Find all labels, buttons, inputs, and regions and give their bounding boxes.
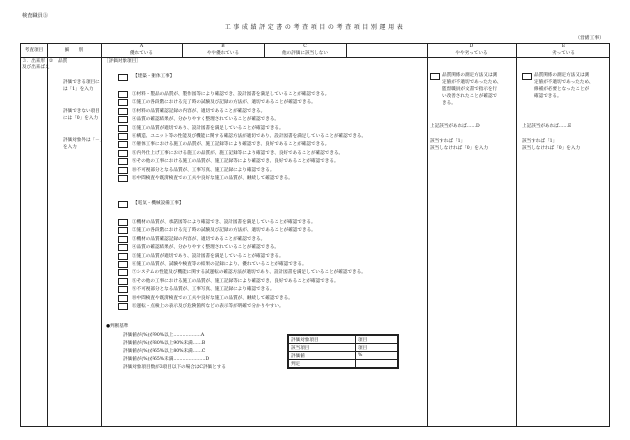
building-item-label: ⑪中間検査や既済検査での工夫や良好な施工の品質が、継続して確認できる。 — [132, 176, 293, 181]
electrical-item-input-box[interactable] — [118, 269, 128, 276]
grade-e-input-box[interactable] — [522, 73, 532, 80]
building-item-input-box[interactable] — [118, 91, 128, 98]
electrical-item-input-box[interactable] — [118, 253, 128, 260]
grade-c-letter: C — [303, 44, 307, 49]
building-title: 【建築・躯体工事】 — [133, 74, 175, 79]
building-item-input-box[interactable] — [118, 116, 128, 123]
col-divider — [346, 44, 347, 57]
grade-e-text: 修補が必要となったことが — [534, 87, 590, 92]
electrical-item-input-box[interactable] — [118, 219, 128, 226]
building-item-input-box[interactable] — [118, 167, 128, 174]
grade-e-rule: 上記該当があれば……E — [522, 124, 572, 129]
criteria-label: 判定 — [289, 360, 356, 368]
grade-e-input-1: 該当すれば「1」 — [522, 139, 558, 144]
electrical-item-label: ⑪運転・点検上の表示及び危険箇所などの表示等が明確で分かりやすい。 — [132, 304, 284, 309]
note-eval-1: 評価できる項目に — [63, 80, 100, 85]
judgement-line: 評価値が(%)が65%未満…………………D — [123, 357, 210, 362]
electrical-title: 【電気・機械設備工事】 — [133, 201, 184, 206]
electrical-item-label: ④品質の確認結果が、分かりやすく整理されていることが確認できる。 — [132, 245, 280, 251]
work-category: （営繕工事） — [575, 36, 604, 41]
header-subitem: 細 別 — [64, 48, 84, 53]
criteria-value[interactable] — [356, 360, 398, 368]
electrical-item-input-box[interactable] — [118, 244, 128, 251]
criteria-label: 評価値 — [289, 352, 356, 360]
note-noeval-1: 評価できない項目 — [63, 109, 100, 114]
electrical-item-input-box[interactable] — [118, 295, 128, 302]
building-item-label: ⑩不可視部分となる品質が、工事写真、施工記録により確認できる。 — [132, 167, 275, 173]
header-divider — [21, 57, 609, 58]
grade-d-input-2: 該当しなければ「0」を入力 — [430, 146, 489, 151]
note-na-1: 評価対象外は「－」 — [63, 138, 105, 143]
electrical-item-input-box[interactable] — [118, 278, 128, 285]
building-item-input-box[interactable] — [118, 141, 128, 148]
section-header: ［評価対象項目］ — [104, 59, 141, 64]
building-item-input-box[interactable] — [118, 133, 128, 140]
grade-c-desc: 他の評価に該当しない — [282, 51, 328, 56]
judgement-line: 評価値が(%)が80%以上90%未満……B — [123, 341, 206, 346]
electrical-item-input-box[interactable] — [118, 261, 128, 268]
building-item-label: ④品質の確認結果が、分かりやすく整理されていることが確認できる。 — [132, 117, 280, 123]
building-item-input-box[interactable] — [118, 125, 128, 132]
grade-e-letter: E — [561, 44, 566, 49]
grade-b-letter: B — [221, 44, 225, 49]
building-item-label: ③材料の品質確認記録の内容が、適切であることが確認できる。 — [132, 108, 266, 114]
electrical-item-input-box[interactable] — [118, 236, 128, 243]
col-divider — [516, 44, 517, 426]
grade-d-letter: D — [469, 44, 474, 49]
note-noeval-2: には「0」を入力 — [63, 116, 99, 121]
electrical-item-label: ①機材の品質が、承諾図等により確認でき、設計図書を満足していることが確認できる。 — [132, 220, 316, 225]
building-item-label: ⑧内外仕上げ工事における施工の品質が、施工記録等により確認でき、良好であることが確認できる。 — [132, 150, 344, 156]
grade-d-text: 監督職員が文書で指示を行 — [442, 87, 498, 92]
electrical-input-box[interactable] — [118, 201, 128, 208]
electrical-item-label: ③機材の品質確認記録の内容が、適切であることが確認できる。 — [132, 236, 266, 242]
electrical-item-input-box[interactable] — [118, 303, 128, 310]
building-item-label: ⑦躯体工事における施工の品質が、施工記録等により確認でき、良好であることが確認できる。 — [132, 142, 330, 148]
electrical-item-label: ⑩中間検査や既済検査での工夫や良好な施工の品質が、継続して確認できる。 — [132, 295, 293, 301]
building-item-label: ①材料・製品の品質が、製作図等により確認でき、設計図書を満足していることが確認できる。 — [132, 92, 330, 97]
judgement-line: 評価値が(%)が90%以上………………A — [123, 333, 205, 338]
grade-b-desc: やや優れている — [206, 51, 240, 56]
grade-a-letter: A — [139, 44, 144, 49]
building-item-input-box[interactable] — [118, 108, 128, 115]
note-na-2: を入力 — [63, 145, 77, 150]
grade-d-text: きる。 — [442, 101, 456, 106]
judgement-line: 評価対象項目数が3項目以下の場合はC評価とする — [123, 365, 226, 370]
page-title: 工事成績評定書の考査項目の考査項目別運用表 — [224, 24, 406, 31]
criteria-label: 該当項目 — [289, 344, 356, 352]
grade-e-input-2: 該当しなければ「0」を入力 — [522, 146, 581, 151]
electrical-item-label: ⑧その他の工事における施工の品質が、施工記録等により確認でき、良好であることが確認できる。 — [132, 278, 339, 284]
col-divider — [47, 44, 48, 426]
col-divider — [427, 44, 428, 426]
building-item-input-box[interactable] — [118, 175, 128, 182]
criteria-value[interactable]: 項目 — [356, 344, 398, 352]
grade-d-text: い改善されたことが確認で — [442, 94, 498, 99]
grade-a-desc: 優れている — [130, 51, 153, 56]
criteria-table — [287, 334, 399, 369]
building-item-label: ⑥構造、ユニット等の性能及び機能に関する確認方法が適切であり、設計図書を満足していることが確認できる。 — [132, 134, 367, 139]
grade-d-desc: やや劣っている — [455, 51, 488, 56]
grade-e-text: 定値が不適切であったため、 — [534, 80, 594, 85]
subitem-name: 品質 — [58, 59, 68, 64]
header-note: 検査職員③ — [22, 13, 48, 19]
header-item: 考査項目 — [24, 48, 44, 53]
building-item-label: ⑨その他の工事における施工の品質が、施工記録等により確認でき、良好であることが確認できる。 — [132, 159, 339, 165]
note-eval-2: は「1」を入力 — [63, 87, 94, 92]
grade-d-rule: 上記該当があれば……D — [430, 124, 480, 129]
col-divider — [101, 44, 102, 426]
grade-d-text: 定値が不適切であったため、 — [442, 80, 502, 85]
grade-e-desc: 劣っている — [552, 51, 575, 56]
electrical-item-label: ⑥施工の品質が、試験や検査等の結果の記録により、優れていることが確認できる。 — [132, 262, 307, 267]
item-label-1: ３．出来形 — [22, 59, 45, 64]
electrical-item-label: ⑦システムの性能及び機能に関する試運転の確認方法が適切であり、設計図書を満足していることが確認できる。 — [132, 270, 366, 276]
judgement-line: 評価値が(%)が65%以上80%未満……C — [123, 349, 206, 354]
grade-d-input-1: 該当すれば「1」 — [430, 139, 466, 144]
building-item-input-box[interactable] — [118, 158, 128, 165]
grade-e-text: 確認できる。 — [534, 94, 562, 99]
criteria-label: 評価対象項目 — [289, 336, 356, 344]
judgement-title: ●判断基準 — [106, 324, 129, 329]
building-item-input-box[interactable] — [118, 99, 128, 106]
electrical-item-label: ⑨不可視部分となる品質が、工事写真、施工記録により確認できる。 — [132, 287, 275, 293]
building-item-input-box[interactable] — [118, 150, 128, 157]
electrical-item-input-box[interactable] — [118, 227, 128, 234]
item-label-2: 及び出来ばえ — [22, 65, 50, 70]
electrical-item-input-box[interactable] — [118, 286, 128, 293]
grade-d-input-box[interactable] — [430, 73, 440, 80]
electrical-item-label: ②施工の各段階における完了時の試験及び記録の方法が、適切であることが確認できる。 — [132, 228, 316, 234]
grade-e-text: 品質関係の測定方法又は測 — [534, 73, 590, 78]
electrical-item-label: ⑤施工の品質が適切であり、設計図書を満足していることが確認できる。 — [132, 253, 284, 259]
building-item-label: ②施工の各段階における完了時の試験及び記録の方法が、適切であることが確認できる。 — [132, 100, 316, 106]
grade-d-text: 品質関係の測定方法又は測 — [442, 73, 498, 78]
subitem-number: ② — [49, 59, 54, 64]
building-input-box[interactable] — [118, 74, 128, 81]
criteria-value[interactable]: 項目 — [356, 336, 398, 344]
building-item-label: ⑤施工の品質が適切であり、設計図書を満足していることが確認できる。 — [132, 125, 284, 131]
criteria-value[interactable]: % — [356, 352, 398, 360]
